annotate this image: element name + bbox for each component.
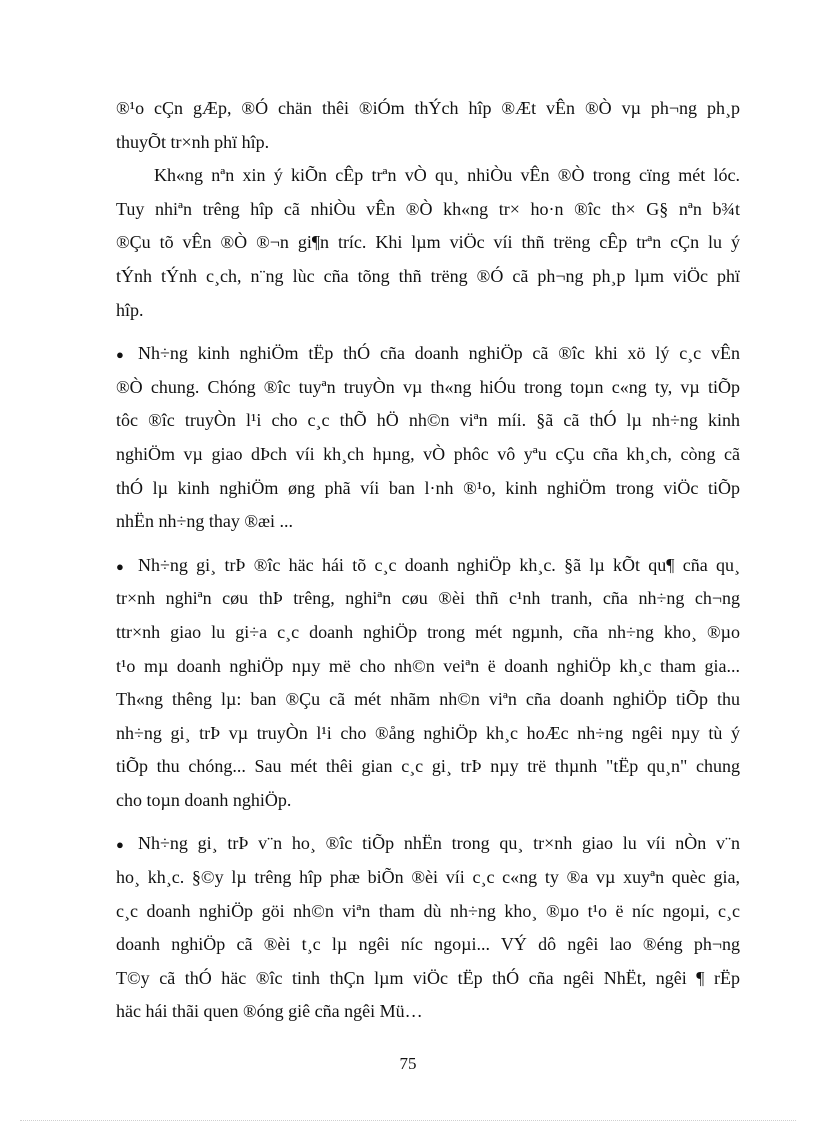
paragraph-line: thÓ lµ kinh nghiÖm øng phã víi ban l·nh ®¹o, kinh nghiÖm trong viÖc tiÕp [116,477,740,498]
line-text: Nh÷ng gi¸ trÞ ®îc häc hái tõ c¸c doanh nghiÖp kh¸c. §ã lµ kÕt qu¶ cña qu¸ [138,554,740,575]
text-paragraph [116,92,740,159]
paragraph-spacer [116,539,740,549]
paragraph-line: ttr×nh giao lu gi÷a c¸c doanh nghiÖp trong mét ngµnh, cña nh÷ng kho¸ ®µo [116,621,740,642]
paragraph-line: ho¸ kh¸c. §©y lµ trêng hîp phæ biÕn ®èi víi c¸c c«ng ty ®a vµ xuyªn quèc gia, [116,867,740,888]
paragraph-line: nghiÖm vµ giao dÞch víi kh¸ch hµng, vÒ phôc vô yªu cÇu cña kh¸ch, còng cã [116,443,740,464]
paragraph-line: t¹o mµ doanh nghiÖp nµy më cho nh©n veiªn ë doanh nghiÖp kh¸c tham gia... [116,655,740,676]
bullet-icon: ● [116,347,124,363]
bullet-icon: ● [116,558,124,574]
paragraph-spacer [116,817,740,827]
paragraph-line: häc hái thãi quen ®óng giê cña ngêi Mü… [116,1001,423,1022]
footer-divider [20,1120,796,1121]
paragraph-line [116,549,740,583]
paragraph-line: thuyÕt tr×nh phï hîp. [116,131,270,152]
paragraph-line [116,337,740,371]
paragraph-spacer [116,1029,740,1039]
document-body [116,92,740,1039]
bullet-paragraph [116,549,740,818]
paragraph-line: nhËn nh÷ng thay ®æi ... [116,511,294,532]
bullet-icon: ● [116,837,124,853]
paragraph-line: nh÷ng gi¸ trÞ vµ truyÒn l¹i cho ®ång nghiÖp kh¸c hoÆc nh÷ng ngêi nµy tù ý [116,722,740,743]
paragraph-line: Kh«ng nªn xin ý kiÕn cÊp trªn vÒ qu¸ nhiÒu vÊn ®Ò trong cïng mét lóc. [154,165,740,186]
paragraph-line: Tuy nhiªn trêng hîp cã nhiÒu vÊn ®Ò kh«ng tr× ho·n ®îc th× G§ nªn b¾t [116,198,740,219]
paragraph-line: tÝnh tÝnh c¸ch, n¨ng lùc cña tõng thñ trëng ®Ó cã ph¬ng ph¸p lµm viÖc phï [116,265,740,286]
line-text: Nh÷ng gi¸ trÞ v¨n ho¸ ®îc tiÕp nhËn trong qu¸ tr×nh giao lu víi nÒn v¨n [138,833,740,854]
paragraph-line: tôc ®îc truyÒn l¹i cho c¸c thÕ hÖ nh©n viªn míi. §ã cã thÓ lµ nh÷ng kinh [116,410,740,431]
bullet-paragraph [116,337,740,539]
paragraph-line: tiÕp thu chóng... Sau mét thêi gian c¸c gi¸ trÞ nµy trë thµnh "tËp qu¸n" chung [116,756,740,777]
line-text: Nh÷ng kinh nghiÖm tËp thÓ cña doanh nghiÖp cã ®îc khi xö lý c¸c vÊn [138,343,740,364]
paragraph-spacer [116,327,740,337]
paragraph-line [116,827,740,861]
paragraph-line: ®¹o cÇn gÆp, ®Ó chän thêi ®iÓm thÝch hîp ®Æt vÊn ®Ò vµ ph¬ng ph¸p [116,98,740,118]
bullet-paragraph [116,827,740,1029]
paragraph-line: c¸c doanh nghiÖp göi nh©n viªn tham dù nh÷ng kho¸ ®µo t¹o ë níc ngoµi, c¸c [116,900,740,921]
paragraph-line: cho toµn doanh nghiÖp. [116,789,292,810]
page-number: 75 [399,1054,417,1073]
paragraph-line: Th«ng thêng lµ: ban ®Çu cã mét nhãm nh©n viªn cña doanh nghiÖp tiÕp thu [116,689,740,710]
paragraph-line: tr×nh nghiªn cøu thÞ trêng, nghiªn cøu ®èi thñ c¹nh tranh, cña nh÷ng ch¬ng [116,588,740,609]
paragraph-line: doanh nghiÖp cã ®èi t¸c lµ ngêi níc ngoµi... VÝ dô ngêi lao ®éng ph¬ng [116,934,740,955]
paragraph-line: ®Ò chung. Chóng ®îc tuyªn truyÒn vµ th«ng hiÓu trong toµn c«ng ty, vµ tiÕp [116,376,740,397]
paragraph-line: hîp. [116,299,144,320]
text-paragraph [116,159,740,327]
paragraph-line: T©y cã thÓ häc ®îc tinh thÇn lµm viÖc tËp thÓ cña ngêi NhËt, ngêi ¶ rËp [116,967,740,988]
paragraph-line: ®Çu tõ vÊn ®Ò ®¬n gi¶n tríc. Khi lµm viÖc víi thñ trëng cÊp trªn cÇn lu ý [116,232,740,253]
